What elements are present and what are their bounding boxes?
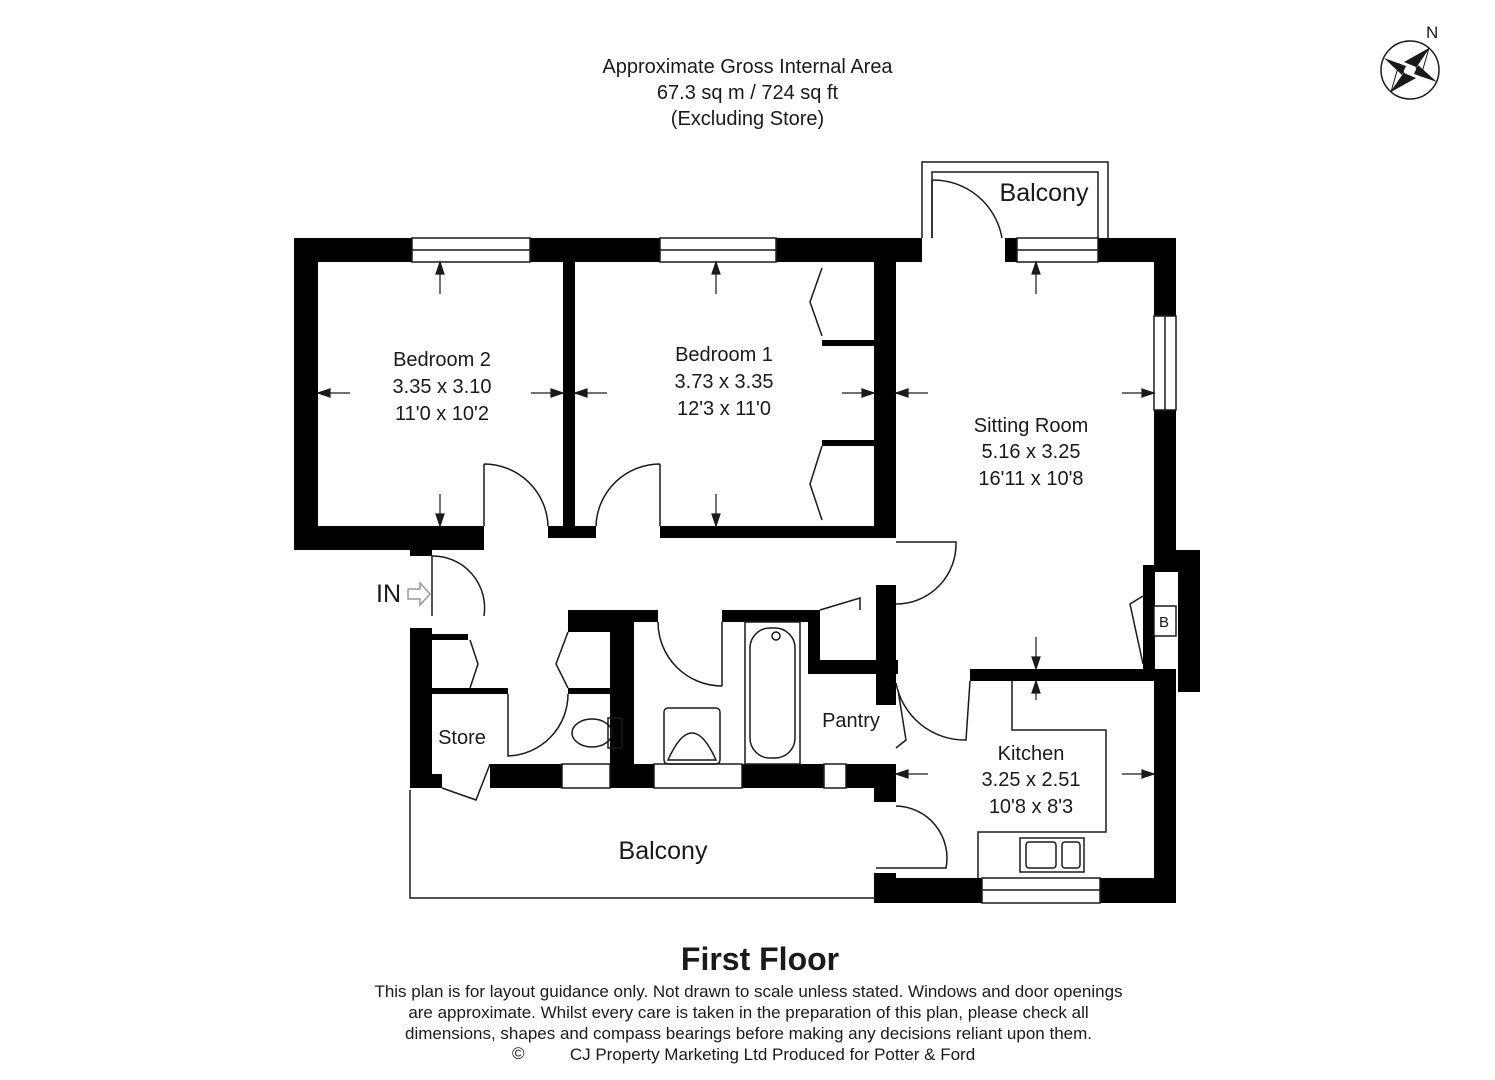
balcony-bottom-name: Balcony: [618, 837, 708, 865]
kitchen-imperial: 10'8 x 8'3: [988, 796, 1074, 818]
disclaimer-line-2: are approximate. Whilst every care is taken in the preparation of this plan, please check all: [408, 1003, 1089, 1022]
compass-rose-icon: [1381, 23, 1439, 99]
kitchen-name: Kitchen: [997, 743, 1065, 765]
boiler-unit: [1154, 606, 1176, 636]
area-title: Approximate Gross Internal Area: [602, 56, 893, 78]
bedroom2-imperial: 11'0 x 10'2: [394, 403, 490, 425]
kitchen-metric: 3.25 x 2.51: [981, 769, 1081, 791]
entrance-label: IN: [376, 580, 401, 608]
bedroom1-imperial: 12'3 x 11'0: [676, 398, 772, 420]
bedroom2-name: Bedroom 2: [393, 349, 491, 371]
dimension-arrows: [318, 262, 1154, 778]
sitting-name: Sitting Room: [973, 415, 1089, 437]
compass-north-label: N: [1426, 23, 1439, 42]
area-size: 67.3 sq m / 724 sq ft: [656, 82, 839, 104]
copyright-line: CJ Property Marketing Ltd Produced for Potter & Ford: [569, 1045, 976, 1064]
disclaimer-line-1: This plan is for layout guidance only. Not drawn to scale unless stated. Windows and door openings: [374, 982, 1123, 1001]
entrance-arrow-icon: [408, 583, 430, 605]
sitting-imperial: 16'11 x 10'8: [978, 468, 1084, 490]
bedroom1-name: Bedroom 1: [675, 344, 773, 366]
balcony-top-name: Balcony: [999, 179, 1089, 207]
boiler-label: B: [1159, 614, 1170, 631]
sitting-metric: 5.16 x 3.25: [981, 441, 1081, 463]
pantry-name: Pantry: [822, 710, 880, 732]
floor-title: First Floor: [680, 941, 840, 977]
bedroom2-metric: 3.35 x 3.10: [392, 376, 492, 398]
disclaimer-line-3: dimensions, shapes and compass bearings before making any decisions reliant upon them.: [404, 1024, 1092, 1043]
store-name: Store: [438, 727, 486, 749]
area-note: (Excluding Store): [670, 108, 825, 130]
copyright-symbol: ©: [512, 1044, 525, 1063]
bedroom1-metric: 3.73 x 3.35: [674, 371, 774, 393]
